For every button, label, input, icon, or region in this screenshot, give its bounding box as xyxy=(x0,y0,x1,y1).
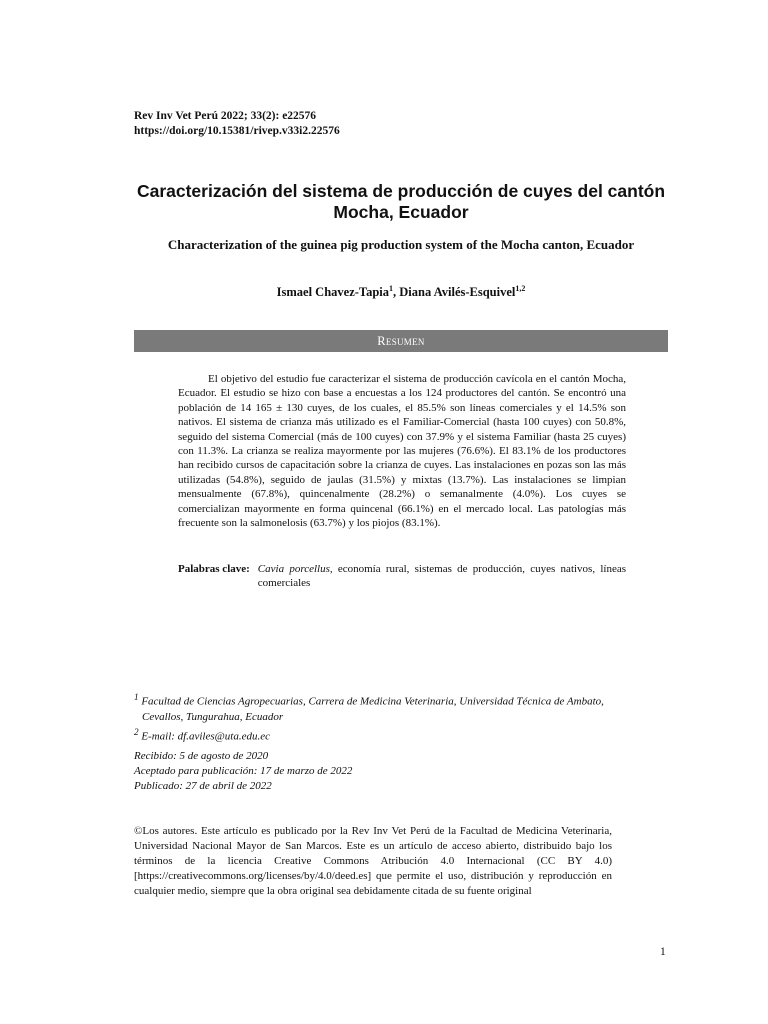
license-notice: ©Los autores. Este artículo es publicado por la Rev Inv Vet Perú de la Facultad de Medicina Veterinaria, Universidad Nacional Mayor de San Marcos. Este es un artículo de acceso abierto, distribuido bajo los términos de la licencia Creative Commons Atribución 4.0 Internacional (CC BY 4.0) [https://creativecommons.org/licenses/by/4.0/deed.es] que permite el uso, distribución y reproducción en cualquier medio, siempre que la obra original sea debidamente citada de su fuente original xyxy=(134,825,612,897)
journal-header xyxy=(134,109,340,139)
keywords-rest: , economía rural, sistemas de producción, cuyes nativos, líneas comerciales xyxy=(257,563,626,590)
affiliation-mark: 2 xyxy=(134,726,139,737)
affiliations xyxy=(134,690,620,744)
published-date: Publicado: 27 de abril de 2022 xyxy=(134,780,272,792)
affiliation-text: Facultad de Ciencias Agropecuarias, Carrera de Medicina Veterinaria, Universidad Técnica de Ambato, Cevallos, Tungurahua, Ecuador xyxy=(141,695,604,723)
article-title-english: Characterization of the guinea pig production system of the Mocha canton, Ecuador xyxy=(167,237,635,252)
affiliation-mark: 1 xyxy=(134,692,139,702)
affiliation-item xyxy=(134,690,620,725)
journal-citation: Rev Inv Vet Perú 2022; 33(2): e22576 xyxy=(134,110,317,122)
abstract-text: El objetivo del estudio fue caracterizar el sistema de producción cavícola en el cantón Mocha, Ecuador. El estudio se hizo con base a encuestas a los 124 productores del cantón. Se encontró una población de 14 165 ± 130 cuyes, de los cuales, el 85.5% son líneas comerciales y el 14.5% son nativos. El sistema de crianza más utilizado es el Familiar-Comercial (hasta 100 cuyes) con 50.8%, seguido del sistema Comercial (más de 100 cuyes) con 37.9% y el sistema Familiar (hasta 25 cuyes) con 11.3%. La crianza se realiza mayormente por las mujeres (76.6%). El 83.1% de los productores han recibido cursos de capacitación sobre la crianza de cuyes. Las instalaciones en pozas son las más utilizadas (54.8%), seguido de jaulas (31.5%) y mixtas (13.7%). Las instalaciones se limpian mensualmente (67.8%), quincenalmente (28.2%) o semanalmente (4.0%). Los cuyes se comercializan mayormente en forma quincenal (66.1%) en el mercado local. Las patologías más frecuente son la salmonelosis (63.7%) y los piojos (83.1%). xyxy=(178,373,626,530)
author-list xyxy=(134,284,668,300)
affiliation-email: E-mail: df.aviles@uta.edu.ec xyxy=(141,730,270,743)
article-title-spanish: Caracterización del sistema de producción de cuyes del cantón Mocha, Ecuador xyxy=(136,181,666,222)
section-heading-resumen: Resumen xyxy=(134,330,668,352)
page-number: 1 xyxy=(660,946,666,958)
keywords-label: Palabras clave: xyxy=(178,563,250,575)
keywords-text xyxy=(258,562,626,591)
accepted-date: Aceptado para publicación: 17 de marzo de 2022 xyxy=(134,765,353,777)
author-separator: , xyxy=(393,285,400,300)
publication-dates xyxy=(134,749,614,794)
journal-doi[interactable]: https://doi.org/10.15381/rivep.v33i2.22576 xyxy=(134,125,340,137)
received-date: Recibido: 5 de agosto de 2020 xyxy=(134,750,269,762)
author-name: Ismael Chavez-Tapia xyxy=(276,285,390,300)
affiliation-item xyxy=(134,725,620,745)
author-affiliation-mark: 1,2 xyxy=(515,284,526,293)
keyword-italic-term: Cavia porcellus xyxy=(257,563,330,575)
author-name: Diana Avilés-Esquivel xyxy=(399,285,516,300)
keywords xyxy=(178,562,626,591)
author-affiliation-mark: 1 xyxy=(389,284,394,293)
